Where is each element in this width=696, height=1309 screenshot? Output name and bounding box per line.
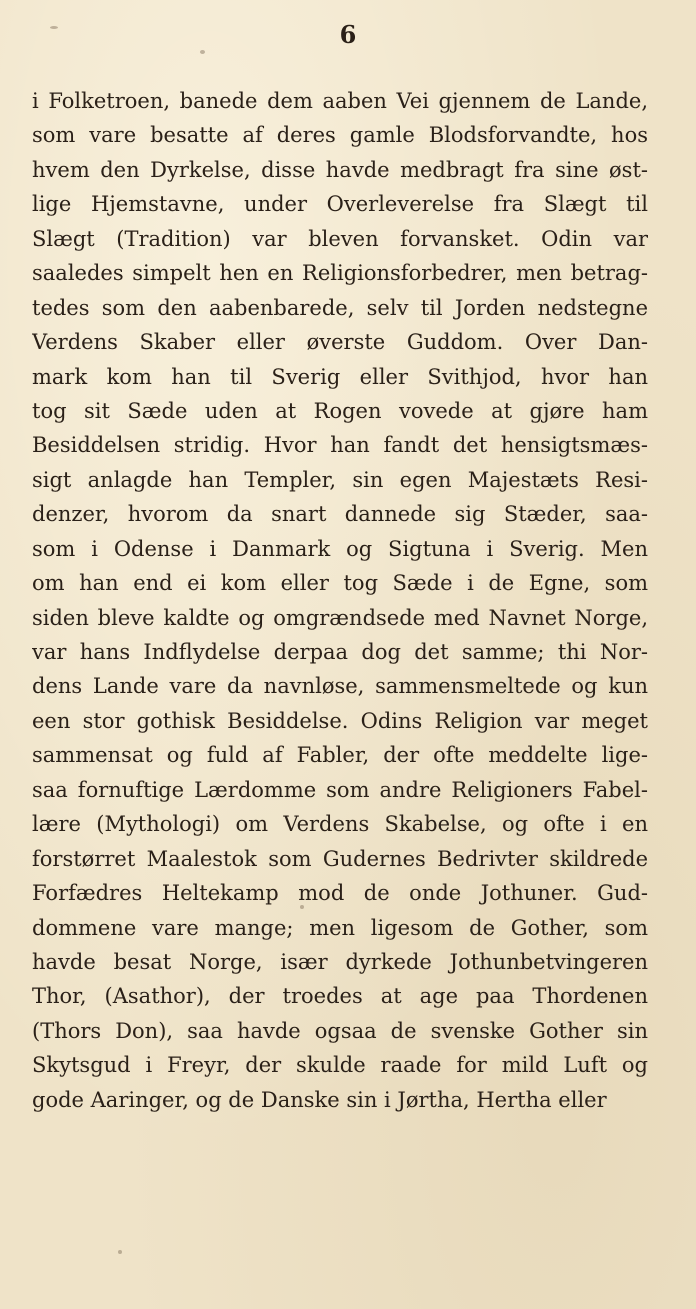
text-line: denzer, hvorom da snart dannede sig Stæder, saa‑ [32, 502, 648, 527]
page-number: 6 [339, 20, 357, 49]
text-line: dens Lande vare da navnløse, sammensmeltede og kun [32, 674, 648, 699]
paper-speck [118, 1250, 122, 1254]
text-line: som vare besatte af deres gamle Blodsforvandte, hos [32, 123, 648, 148]
text-line: var hans Indflydelse derpaa dog det samme; thi Nor‑ [32, 640, 648, 664]
text-line: i Folketroen, banede dem aaben Vei gjennem de Lande, [32, 89, 648, 113]
text-line: dommene vare mange; men ligesom de Gother, som [32, 915, 648, 940]
text-line: tog sit Sæde uden at Rogen vovede at gjøre ham [32, 398, 648, 423]
text-line: havde besat Norge, især dyrkede Jothunbetvingeren [32, 949, 648, 974]
text-line: forstørret Maalestok som Gudernes Bedrivter skildrede [32, 846, 648, 871]
text-line: saaledes simpelt hen en Religionsforbedrer, men betrag‑ [32, 261, 648, 286]
text-line: (Thors Don), saa havde ogsaa de svenske Gother sin [32, 1018, 648, 1043]
paper-speck [50, 26, 58, 29]
text-line: Slægt (Tradition) var bleven forvansket. Odin var [32, 226, 648, 251]
text-line: som i Odense i Danmark og Sigtuna i Sverig. Men [32, 536, 648, 561]
text-line: Thor, (Asathor), der troedes at age paa Thordenen [32, 984, 648, 1009]
text-line: siden bleve kaldte og omgrændsede med Navnet Norge, [32, 605, 648, 630]
paper-speck [300, 905, 304, 909]
paper-speck [200, 50, 205, 54]
text-line: om han end ei kom eller tog Sæde i de Egne, som [32, 571, 648, 596]
text-line: gode Aaringer, og de Danske sin i Jørtha, Hertha eller [32, 1087, 607, 1112]
text-line: hvem den Dyrkelse, disse havde medbragt fra sine øst‑ [32, 157, 648, 182]
text-line: Skytsgud i Freyr, der skulde raade for mild Luft og [32, 1053, 648, 1078]
text-line: saa fornuftige Lærdomme som andre Religioners Fabel‑ [32, 777, 648, 802]
text-line: Forfædres Heltekamp mod de onde Jothuner. Gud‑ [32, 881, 648, 906]
text-line: sammensat og fuld af Fabler, der ofte meddelte lige‑ [32, 743, 648, 768]
text-line: een stor gothisk Besiddelse. Odins Religion var meget [32, 708, 648, 733]
text-line: sigt anlagde han Templer, sin egen Majestæts Resi‑ [32, 467, 648, 492]
text-line: tedes som den aabenbarede, selv til Jorden nedstegne [32, 295, 648, 320]
body-text [32, 84, 648, 1117]
text-line: mark kom han til Sverig eller Svithjod, hvor han [32, 364, 648, 389]
text-line: lære (Mythologi) om Verdens Skabelse, og ofte i en [32, 812, 648, 837]
text-line: Verdens Skaber eller øverste Guddom. Over Dan‑ [32, 330, 648, 355]
text-line: Besiddelsen stridig. Hvor han fandt det hensigtsmæs‑ [32, 433, 648, 458]
text-line: lige Hjemstavne, under Overleverelse fra Slægt til [32, 192, 648, 217]
